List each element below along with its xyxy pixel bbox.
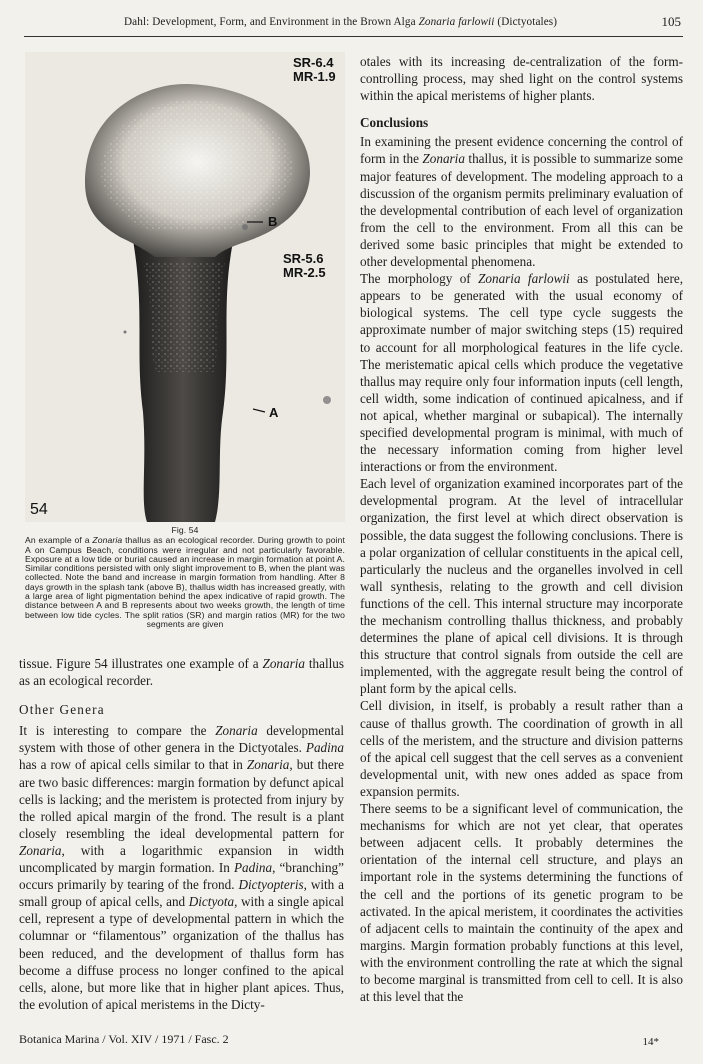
page-number: 105: [661, 14, 681, 29]
paragraph-tissue: tissue. Figure 54 illustrates one example of a Zonaria thallus as an ecological recorder.: [19, 656, 345, 689]
top-segment-ratios: [293, 56, 336, 84]
section-heading-conclusions: Conclusions: [360, 115, 429, 131]
paragraph-other-genera: It is interesting to compare the Zonaria developmental system with those of other genera in the Dictyotales. Padina has a row of apical cells similar to that in Zonaria, but there are two basic differences: margin formation by defunct apical cells is lacking; and the meristem is protected from injury by the rolled apical margin of the frond. The result is a plant closely resembling the ideal developmental pattern for Zonaria, with a logarithmic expansion in width uncomplicated by margin formation. In Padina, “branching” occurs primarily by tearing of the frond. Dictyopteris, with a small group of apical cells, and Dictyota, with a single apical cell, represent a type of developmental pattern in which the columnar or “filamentous” organization of the thallus has been reduced, and the development of thallus form has become a diffuse process no longer confined to the apical cells, alone, but more like that in higher plant apices. Thus, the evolution of apical meristems in the Dicty-: [19, 723, 345, 1012]
figure-caption: [25, 526, 345, 629]
top-split-ratio: SR-6.4: [293, 55, 334, 70]
middle-split-ratio: SR-5.6: [283, 251, 324, 266]
figure-54-photo: [25, 52, 345, 522]
middle-margin-ratio: MR-2.5: [283, 265, 326, 280]
paragraph-conclusions-1: In examining the present evidence concerning the control of form in the Zonaria thallus, it is possible to summarize some major features of development. The modeling approach to a discussion of the organism permits preliminary evaluation of the developmental contribution of each level of organization from the cell to the environment. From all this can be derived some basic principles that might be extended to other developmental phenomena.: [360, 134, 683, 270]
signature-mark: 14*: [642, 1036, 659, 1048]
paragraph-continuation: otales with its increasing de-centralization of the form-controlling process, may shed light on the control systems within the apical meristems of higher plants.: [360, 54, 683, 104]
journal-footer: Botanica Marina / Vol. XIV / 1971 / Fasc. 2: [19, 1032, 229, 1046]
left-column: [19, 655, 344, 1013]
middle-segment-ratios: [283, 252, 326, 280]
running-head-title: Dahl: Development, Form, and Environment in the Brown Alga Zonaria farlowii (Dictyotales): [124, 16, 558, 28]
top-margin-ratio: MR-1.9: [293, 69, 336, 84]
section-heading-other-genera: Other Genera: [19, 702, 105, 718]
thallus-photograph: [25, 52, 345, 522]
right-column: [360, 53, 683, 1005]
paragraph-conclusions-5: There seems to be a significant level of communication, the mechanisms for which are not yet clear, that operates between adjacent cells. It probably determines the orientation of the internal cell structure, and plays an important role in the systems determining the functions of the cell and the portions of its genetic program to be activated. In the apical meristem, it coordinates the activities of adjacent cells to maintain the continuity of the apex and margins. Margin formation probably functions at this level, with the environment controlling the rate at which the signal to become marginal is transmitted from cell to cell. It is also at this level that the: [360, 801, 683, 1005]
caption-body: An example of a Zonaria thallus as an ecological recorder. During growth to point A on Campus Beach, conditions were irregular and not particularly favorable. Exposure at a low tide or burial caused an increase in margin formation at point A. Similar conditions persisted with only slight improvement to B, when the plant was collected. Note the band and increase in margin formation from handling. After 8 days growth in the splash tank (above B), thallus width has increased greatly, with a large area of light pigmentation behind the apex indicative of rapid growth. The distance between A and B represents about two weeks growth, the length of time between low tide cycles. The split ratios (SR) and margin ratios (MR) for the two segments are given: [25, 535, 346, 629]
marker-a-label: A: [269, 405, 279, 420]
paragraph-conclusions-2: The morphology of Zonaria farlowii as postulated here, appears to be generated with the usual economy of biological systems. The cell type cycle suggests the approximate number of major switching steps (15) required to account for all morphological features in the life cycle. The meristematic apical cells which produce the vegetative thallus may require only four information inputs (cell length, cell width, some indication of continued apicalness, and if not apical, whether marginal or subapical). The internally specified developmental program is minimal, with much of the necessary information coming from higher level interactions or from the environment.: [360, 271, 683, 475]
paragraph-conclusions-4: Cell division, in itself, is probably a result rather than a cause of thallus growth. The coordination of growth in all cells of the meristem, and the structure and division patterns of the apical cell suggest that the cell serves as a convenient developmental unit, with new ones added as space from expansion permits.: [360, 698, 683, 799]
paragraph-conclusions-3: Each level of organization examined incorporates part of the developmental program. At the level of intracellular organization, the first level at which direct observation is possible, the data suggest the following conclusions. There is a polar organization of cellular constituents in the apical cell, particularly the nucleus and the organelles involved in cell wall synthesis, relating to the growth and cell division functions of the cell. This internal structure may incorporate the mechanism controlling thallus thickness, and probably determines the plane of apical cell divisions. It is through this structure that control signals from outside the cell are implemented, with the aggregate result being the control of plant form by the apical cells.: [360, 476, 683, 697]
running-head: [24, 14, 683, 37]
marker-a-line: [253, 409, 265, 412]
marker-b-label: B: [268, 214, 278, 229]
figure-number: 54: [30, 501, 48, 518]
caption-title: Fig. 54: [171, 525, 199, 535]
